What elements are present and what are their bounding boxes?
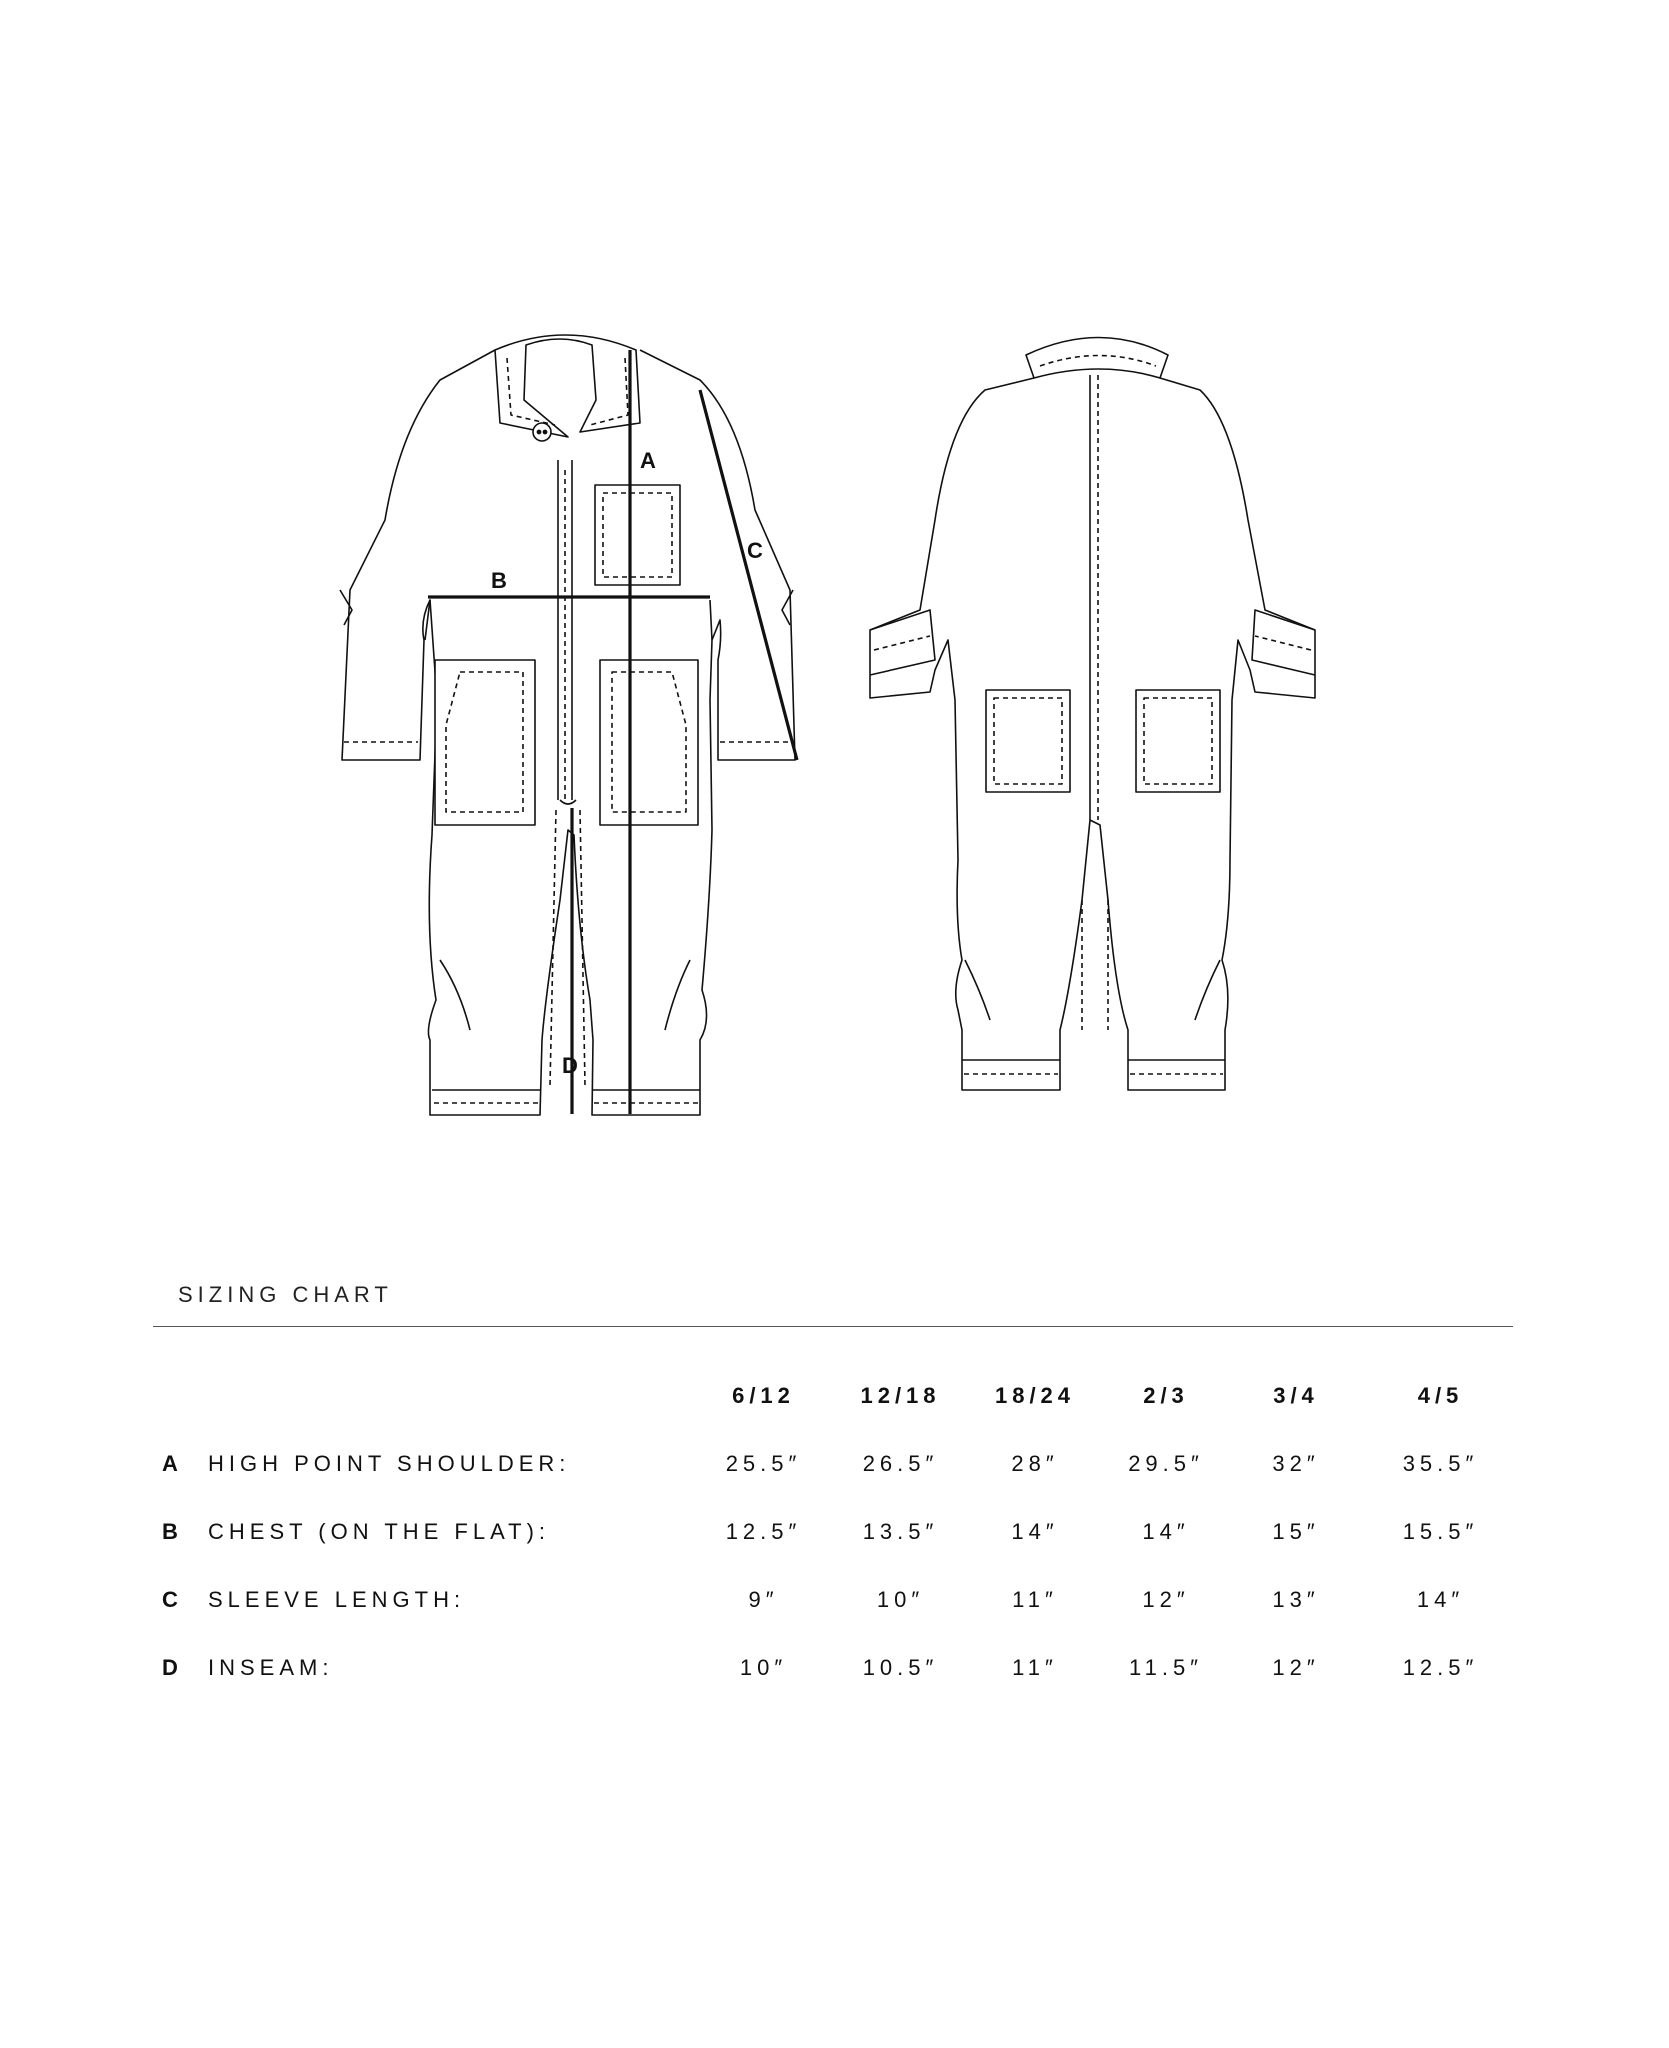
table-cell: 13.5″: [862, 1519, 939, 1544]
row-label: CHEST (ON THE FLAT):: [208, 1519, 551, 1544]
measure-label-a: A: [640, 448, 656, 473]
table-cell: 10.5″: [862, 1655, 939, 1680]
table-cell: 32″: [1272, 1451, 1320, 1476]
measure-label-b: B: [491, 568, 507, 593]
measure-line-c: [700, 390, 797, 760]
size-header-row: [150, 1362, 1520, 1430]
sizing-chart-title: SIZING CHART: [178, 1282, 393, 1307]
size-header: 18/24: [994, 1383, 1076, 1408]
row-letter: B: [162, 1519, 178, 1544]
table-cell: 11″: [1012, 1655, 1058, 1680]
table-cell: 10″: [739, 1655, 788, 1680]
table-cell: 14″: [1416, 1587, 1465, 1612]
table-row: [150, 1566, 1520, 1634]
table-cell: 9″: [748, 1587, 779, 1612]
table-cell: 15″: [1272, 1519, 1320, 1544]
row-letter: A: [162, 1451, 178, 1476]
table-cell: 13″: [1272, 1587, 1320, 1612]
table-cell: 35.5″: [1402, 1451, 1479, 1476]
table-cell: 28″: [1011, 1451, 1059, 1476]
title-divider: [153, 1326, 1513, 1327]
sizing-table: [150, 1362, 1520, 1702]
size-header: 3/4: [1273, 1383, 1319, 1408]
measure-label-c: C: [747, 538, 763, 563]
size-header: 12/18: [860, 1383, 941, 1408]
table-cell: 12.5″: [725, 1519, 802, 1544]
table-cell: 11.5″: [1129, 1655, 1203, 1680]
table-row: [150, 1498, 1520, 1566]
size-header: 2/3: [1143, 1383, 1189, 1408]
table-cell: 12″: [1272, 1655, 1320, 1680]
front-view-drawing: [340, 335, 795, 1115]
table-cell: 14″: [1011, 1519, 1059, 1544]
table-cell: 12.5″: [1402, 1655, 1479, 1680]
table-cell: 11″: [1012, 1587, 1058, 1612]
back-view-drawing: [870, 338, 1315, 1091]
table-cell: 12″: [1142, 1587, 1190, 1612]
row-label: HIGH POINT SHOULDER:: [208, 1451, 571, 1476]
size-header: 4/5: [1417, 1383, 1464, 1408]
table-row: [150, 1634, 1520, 1702]
row-label: INSEAM:: [208, 1655, 334, 1680]
size-header: 6/12: [732, 1383, 795, 1408]
table-cell: 14″: [1142, 1519, 1190, 1544]
table-cell: 15.5″: [1402, 1519, 1479, 1544]
table-cell: 29.5″: [1128, 1451, 1204, 1476]
table-cell: 26.5″: [862, 1451, 939, 1476]
measure-label-d: D: [562, 1053, 578, 1078]
row-label: SLEEVE LENGTH:: [208, 1587, 466, 1612]
table-cell: 25.5″: [725, 1451, 802, 1476]
table-row: [150, 1430, 1520, 1498]
row-letter: D: [162, 1655, 178, 1680]
row-letter: C: [162, 1587, 178, 1612]
table-cell: 10″: [876, 1587, 925, 1612]
